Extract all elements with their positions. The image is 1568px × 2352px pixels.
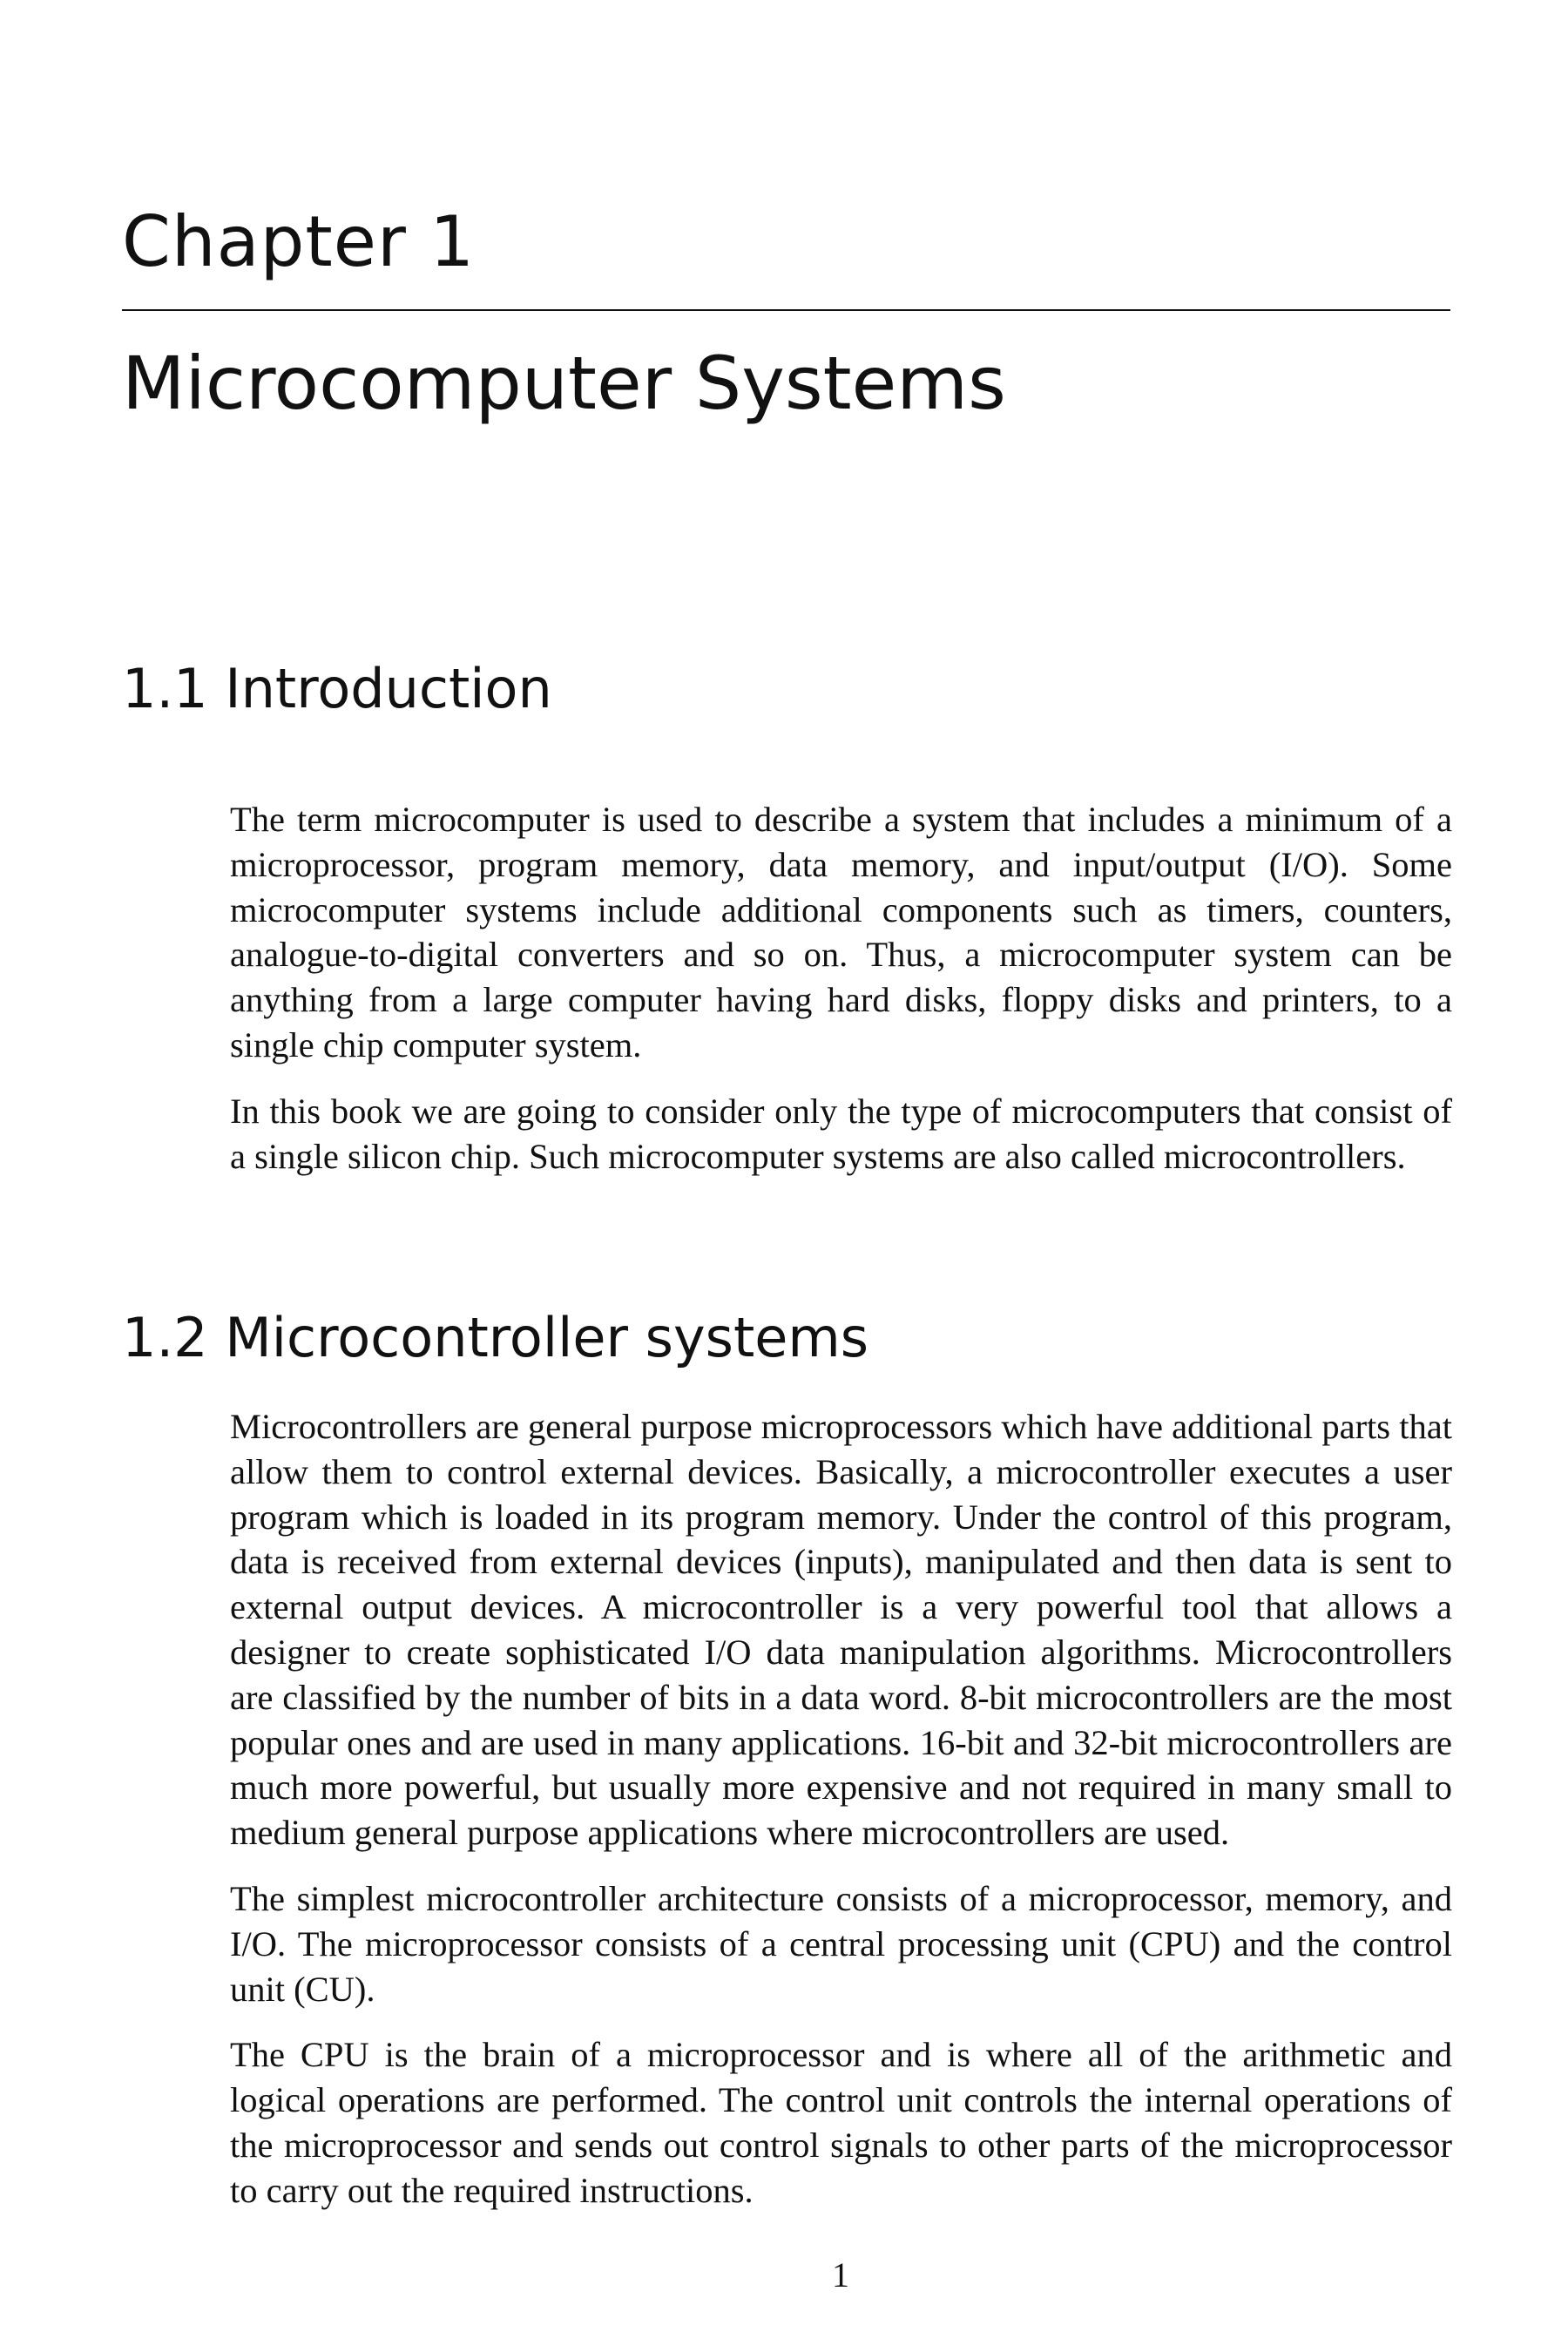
- section-body-introduction: [230, 797, 1452, 1200]
- chapter-label: Chapter 1: [122, 201, 476, 282]
- section-heading-introduction: 1.1 Introduction: [122, 657, 552, 720]
- paragraph: The CPU is the brain of a microprocessor and is where all of the arithmetic and logical operations are performed. The control unit controls the internal operations of the microprocessor and sends out control signals to other parts of the microprocessor to carry out the required instructions.: [230, 2035, 1452, 2210]
- paragraph: Microcontrollers are general purpose microprocessors which have additional parts that allow them to control external devices. Basically, a microcontroller executes a user program which is loaded in its program memory. Under the control of this program, data is received from external devices (inputs), manipulated and then data is sent to external output devices. A microcontroller is a very powerful tool that allows a designer to create sophisticated I/O data manipulation algorithms. Microcontrollers are classified by the number of bits in a data word. 8-bit microcontrollers are the most popular ones and are used in many applications. 16-bit and 32-bit microcontrollers are much more powerful, but usually more expensive and not required in many small to medium general purpose applications where microcontrollers are used.: [230, 1407, 1452, 1853]
- section-heading-microcontroller-systems: 1.2 Microcontroller systems: [122, 1306, 869, 1369]
- page-number: 1: [832, 2255, 849, 2295]
- paragraph: The simplest microcontroller architecture consists of a microprocessor, memory, and I/O. The microprocessor consists of a central processing unit (CPU) and the control unit (CU).: [230, 1878, 1452, 2009]
- chapter-divider: [122, 309, 1450, 311]
- section-body-microcontroller-systems: [230, 1404, 1452, 2234]
- paragraph: In this book we are going to consider only the type of microcomputers that consist of a single silicon chip. Such microcomputer systems are also called microcontrollers.: [230, 1091, 1452, 1176]
- paragraph: The term microcomputer is used to describe a system that includes a minimum of a microprocessor, program memory, data memory, and input/output (I/O). Some microcomputer systems include additional components such as timers, counters, analogue-to-digital converters and so on. Thus, a microcomputer system can be anything from a large computer having hard disks, floppy disks and printers, to a single chip computer system.: [230, 800, 1452, 1064]
- chapter-title: Microcomputer Systems: [122, 341, 1006, 426]
